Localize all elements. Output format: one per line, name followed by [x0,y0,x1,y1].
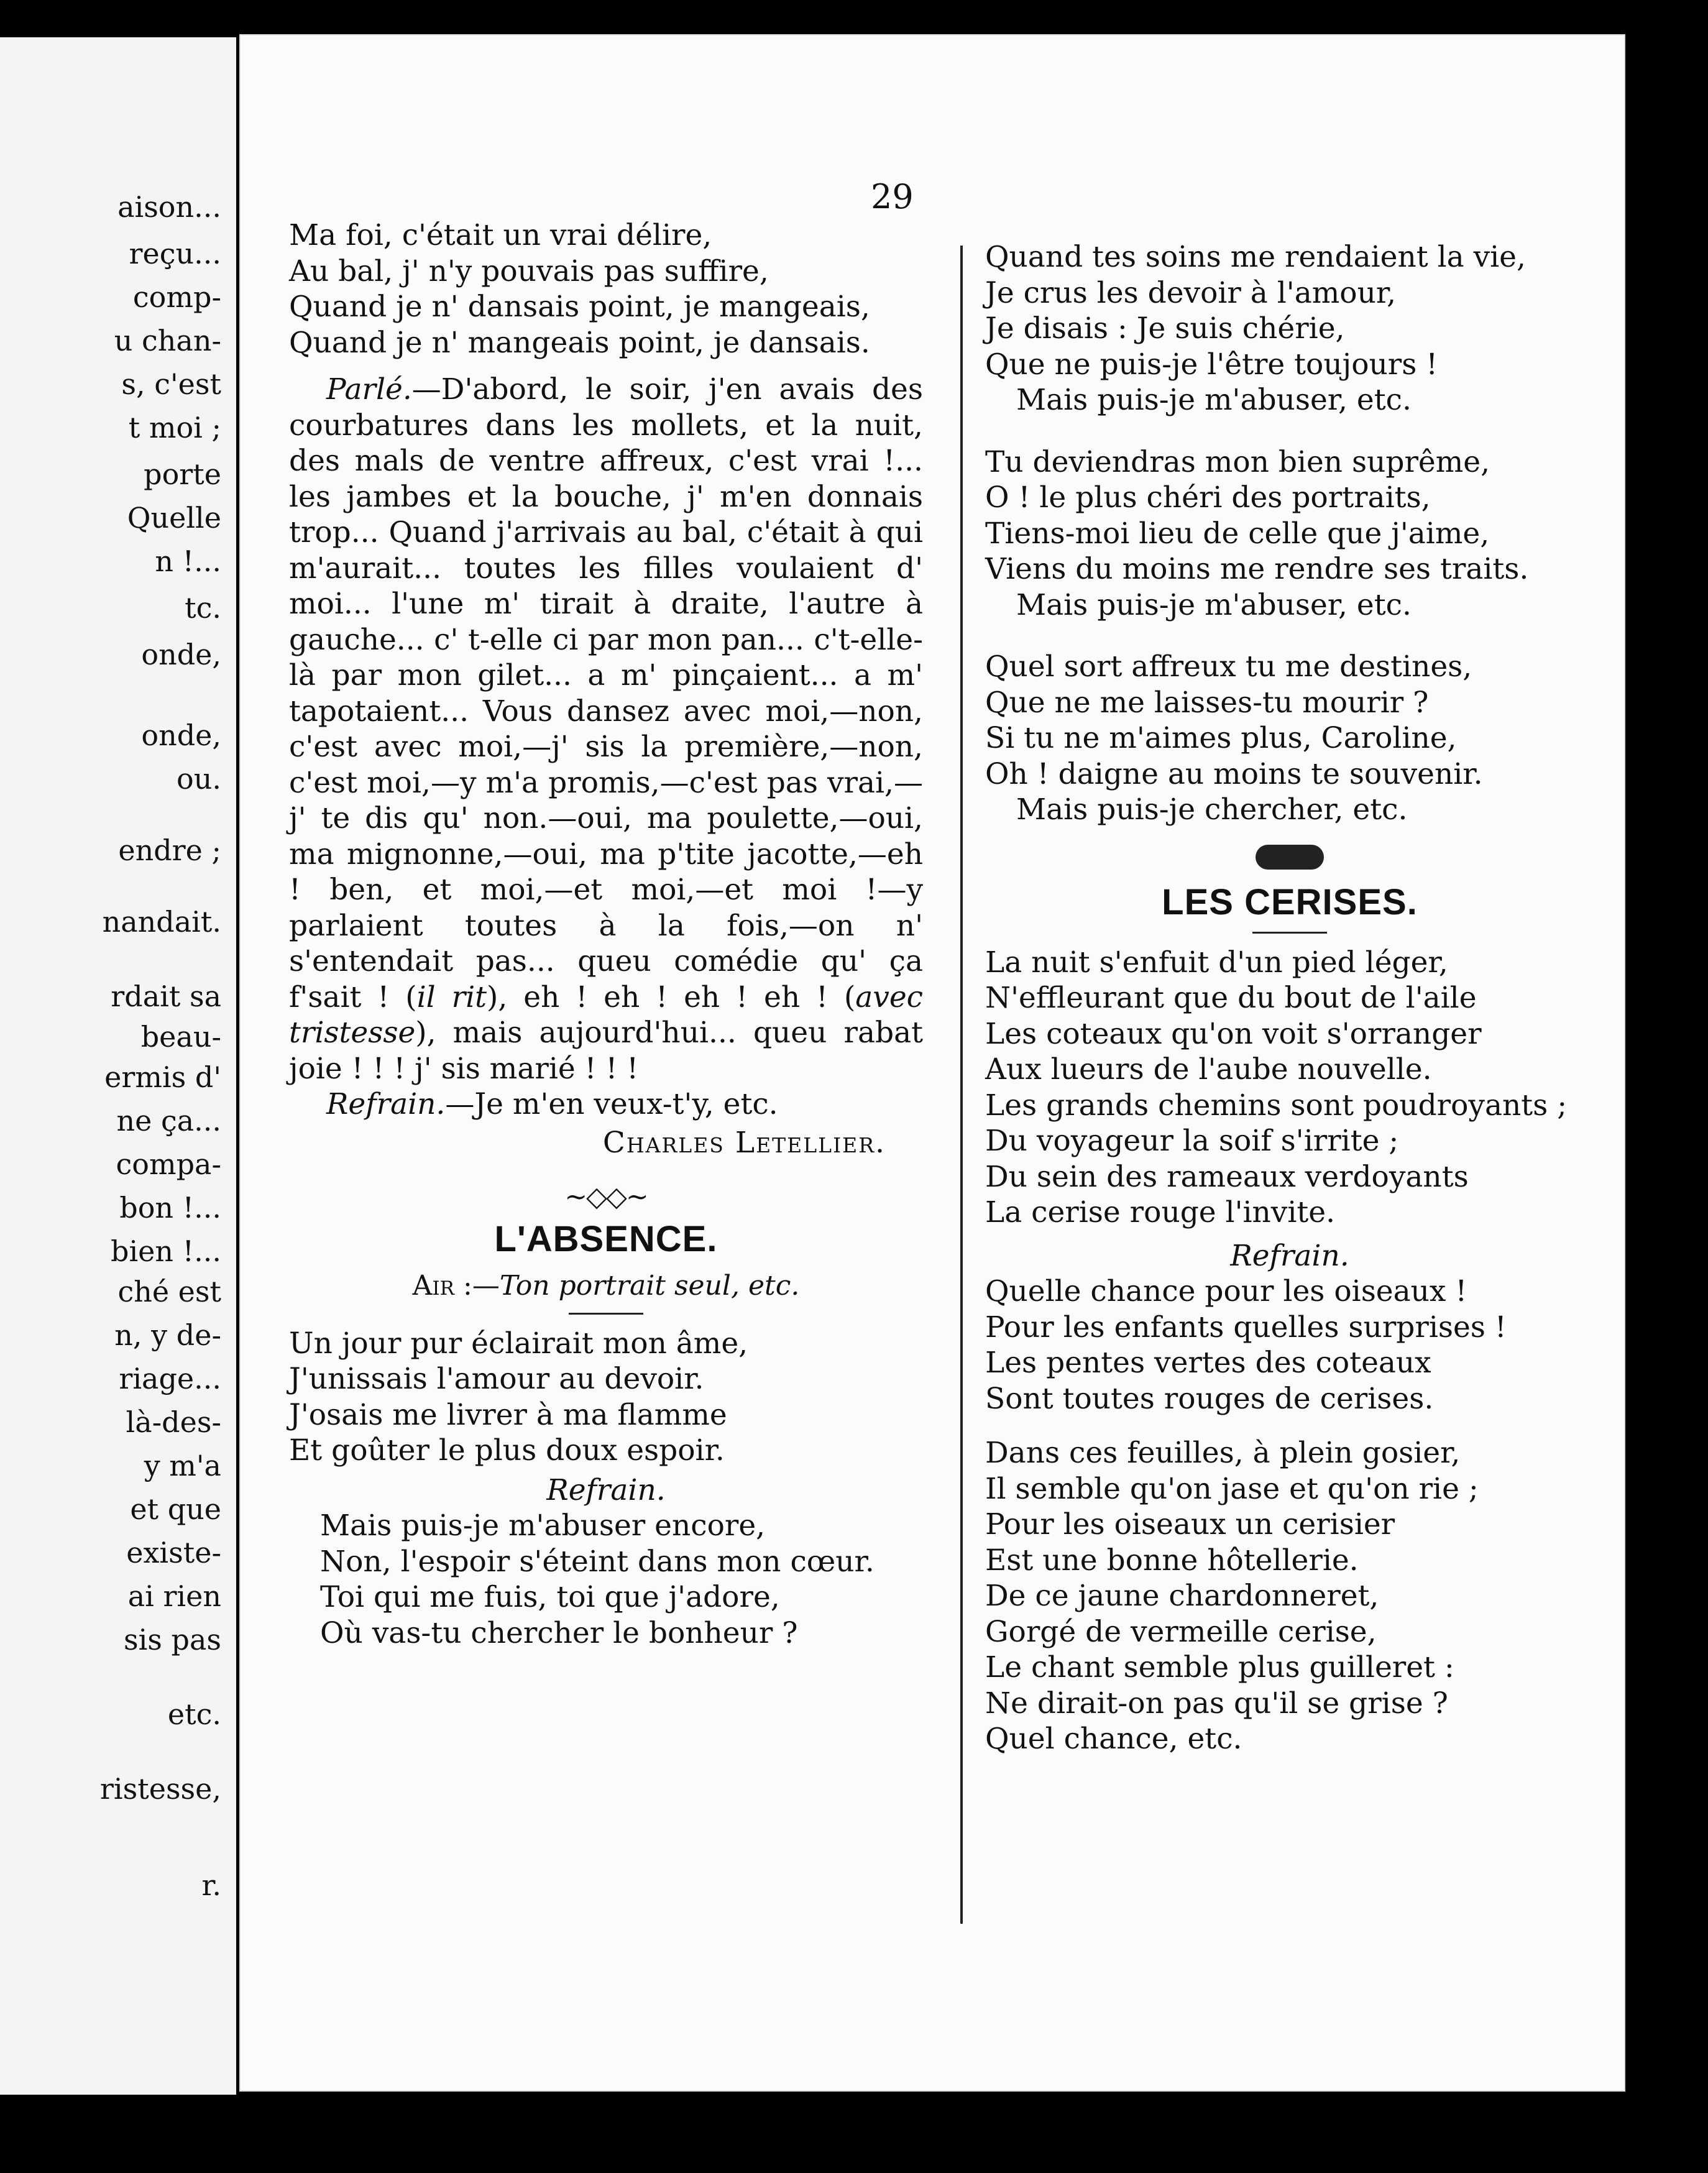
verse-line: Au bal, j' n'y pouvais pas suffire, [289,254,769,288]
verse-line: Je disais : Je suis chérie, [985,311,1345,346]
verse-stanza [985,945,1594,1231]
facing-page-fragment: Quelle [127,501,221,535]
facing-page-fragment: ché est [117,1275,221,1308]
facing-page-fragment: ristesse, [99,1772,221,1806]
facing-page-fragment: nandait. [102,905,221,939]
verse-stanza [289,218,923,361]
verse-line: Non, l'espoir s'éteint dans mon cœur. [320,1544,875,1579]
title-rule [569,1313,643,1315]
verse-line: N'effleurant que du bout de l'aile [985,981,1477,1015]
verse-line: Mais puis-je m'abuser encore, [320,1509,766,1543]
verse-line: Ne dirait-on pas qu'il se grise ? [985,1686,1448,1720]
verse-line: Quel chance, etc. [985,1722,1242,1756]
verse-line: Tu deviendras mon bien suprême, [985,444,1490,479]
facing-page-fragment: onde, [141,719,221,752]
verse-line: De ce jaune chardonneret, [985,1579,1379,1613]
verse-line: J'osais me livrer à ma flamme [289,1397,727,1432]
refrain-heading: Refrain. [546,1472,666,1507]
stage-direction: il rit [416,980,487,1014]
facing-page-fragment: porte [144,457,221,491]
refrain-text: —Je m'en veux-t'y, etc. [445,1087,778,1121]
facing-page-fragment: tc. [185,591,221,625]
left-column [289,218,923,1651]
verse-line: Pour les oiseaux un cerisier [985,1507,1395,1541]
refrain-stanza [289,1508,923,1651]
facing-page-fragment: sis pas [123,1623,221,1656]
ornament-divider: ~◇◇~ [564,1181,648,1213]
refrain-label: Refrain. [326,1087,446,1121]
verse-stanza [289,1326,923,1469]
verse-stanza [985,239,1594,418]
facing-page-fragment: ai rien [127,1579,221,1613]
parle-text-3: ), mais aujourd'hui... queu rabat joie ! ! ! j' sis marié ! ! ! [289,1016,923,1086]
facing-page-fragment: beau- [140,1020,221,1054]
column-divider [960,246,963,1924]
verse-line: Où vas-tu chercher le bonheur ? [320,1615,798,1650]
verse-line: Est une bonne hôtellerie. [985,1543,1359,1578]
verse-line: Que ne me laisses-tu mourir ? [985,685,1429,720]
parle-label: Parlé. [326,372,412,407]
parle-text: —D'abord, le soir, j'en avais des courbatures dans les mollets, et la nuit, des mals de ventre affreux, c'est vrai !... les jambes et la bouche, j' m'en donnais trop... Quand j'arrivais au bal, c'était à qui m'aurait... toutes les filles voulaient d' moi... l'une m' tirait à draite, l'autre à gauche... c' t-elle ci par mon pan... c't-elle-là par mon gilet... a m' pinçaient... a m' tapotaient... Vous dansez avec moi,—non, c'est avec moi,—j' sis la première,—non, c'est moi,—y m'a promis,—c'est pas vrai,—j' te dis qu' non.—oui, ma poulette,—oui, ma mignonne,—oui, ma p'tite jacotte,—eh ! ben, et moi,—et moi,—et moi !—y parlaient toutes à la fois,—on n' s'entendait pas... queu comédie qu' ça f'sait ! ( [289,372,923,1014]
author-credit: Charles Letellier. [602,1125,886,1160]
verse-line: Les grands chemins sont poudroyants ; [985,1088,1568,1123]
verse-line: Mais puis-je m'abuser, etc. [1016,383,1412,417]
facing-page-fragment: ou. [177,762,221,796]
verse-line: La nuit s'enfuit d'un pied léger, [985,945,1448,980]
facing-page-fragment: t moi ; [128,411,221,444]
verse-line: Oh ! daigne au moins te souvenir. [985,756,1483,791]
verse-line: J'unissais l'amour au devoir. [289,1362,704,1396]
facing-page-fragment: compa- [116,1147,221,1181]
facing-page-fragment: rdait sa [111,980,221,1013]
facing-page-fragment: r. [201,1868,221,1902]
verse-line: Toi qui me fuis, toi que j'adore, [320,1580,780,1614]
verse-stanza [985,444,1594,623]
facing-page-fragment: n, y de- [114,1318,221,1352]
verse-line: Quand je n' mangeais point, je dansais. [289,325,870,360]
verse-line: Aux lueurs de l'aube nouvelle. [985,1052,1432,1086]
facing-page-fragment: reçu... [129,237,221,270]
verse-line: Mais puis-je m'abuser, etc. [1016,587,1412,622]
tune-line [289,1268,923,1304]
facing-page-fragment: aison... [117,190,221,224]
book-page [239,34,1625,2092]
facing-page-fragment: ermis d' [104,1060,221,1094]
verse-line: Les pentes vertes des coteaux [985,1346,1431,1380]
verse-line: La cerise rouge l'invite. [985,1195,1336,1229]
facing-page-fragment: riage... [119,1362,221,1395]
right-column [985,239,1594,1757]
verse-line: Du sein des rameaux verdoyants [985,1159,1469,1194]
verse-line: Du voyageur la soif s'irrite ; [985,1124,1399,1158]
verse-line: Le chant semble plus guilleret : [985,1650,1454,1684]
parle-text-2: ), eh ! eh ! eh ! eh ! ( [487,980,856,1014]
verse-line: Si tu ne m'aimes plus, Caroline, [985,721,1457,755]
verse-line: Quand je n' dansais point, je mangeais, [289,290,870,324]
verse-line: Les coteaux qu'on voit s'orranger [985,1016,1482,1051]
verse-line: Un jour pur éclairait mon âme, [289,1326,748,1361]
verse-line: Gorgé de vermeille cerise, [985,1614,1377,1649]
facing-page-fragment: existe- [126,1536,221,1569]
air-label: Air :— [412,1270,500,1302]
spoken-passage [289,372,923,1123]
facing-page-fragment: y m'a [144,1449,221,1482]
air-text: Ton portrait seul, etc. [499,1270,800,1302]
facing-page-fragment: et que [130,1492,221,1526]
verse-line: Il semble qu'on jase et qu'on rie ; [985,1471,1479,1506]
ornament-divider [985,843,1594,879]
verse-line: O ! le plus chéri des portraits, [985,480,1431,515]
song-title: LES CERISES. [1162,882,1418,922]
facing-page-fragment: onde, [141,638,221,671]
facing-page-fragment: ne ça... [116,1104,221,1137]
song-title: L'ABSENCE. [494,1218,718,1259]
page-number: 29 [871,177,914,216]
facing-page-fragment: endre ; [118,834,221,867]
facing-page-fragment: s, c'est [121,367,221,401]
facing-page-fragment: bien !... [111,1234,221,1268]
verse-line: Je crus les devoir à l'amour, [985,275,1397,310]
verse-line: Mais puis-je chercher, etc. [1016,792,1408,827]
verse-line: Ma foi, c'était un vrai délire, [289,218,712,252]
ornament-block [1256,845,1324,870]
verse-stanza [985,1435,1594,1757]
facing-page-fragment: etc. [167,1698,221,1731]
refrain-stanza [985,1274,1594,1417]
verse-line: Que ne puis-je l'être toujours ! [985,347,1438,382]
verse-stanza [985,649,1594,828]
verse-line: Quand tes soins me rendaient la vie, [985,240,1526,274]
facing-page [0,37,236,2095]
refrain-heading: Refrain. [1230,1238,1349,1273]
verse-line: Sont toutes rouges de cerises. [985,1381,1434,1416]
facing-page-fragment: u chan- [114,324,221,357]
verse-line: Viens du moins me rendre ses traits. [985,552,1529,586]
verse-line: Tiens-moi lieu de celle que j'aime, [985,516,1490,551]
title-rule [1252,932,1327,934]
stage-direction: avec tristesse [289,980,924,1050]
facing-page-fragment: comp- [132,280,221,314]
facing-page-fragment: n !... [155,544,221,578]
verse-line: Quel sort affreux tu me destines, [985,650,1472,684]
facing-page-fragment: là-des- [126,1405,221,1439]
verse-line: Dans ces feuilles, à plein gosier, [985,1436,1461,1470]
facing-page-fragment: bon !... [119,1191,221,1224]
verse-line: Et goûter le plus doux espoir. [289,1433,725,1468]
verse-line: Pour les enfants quelles surprises ! [985,1310,1507,1344]
verse-line: Quelle chance pour les oiseaux ! [985,1274,1467,1308]
